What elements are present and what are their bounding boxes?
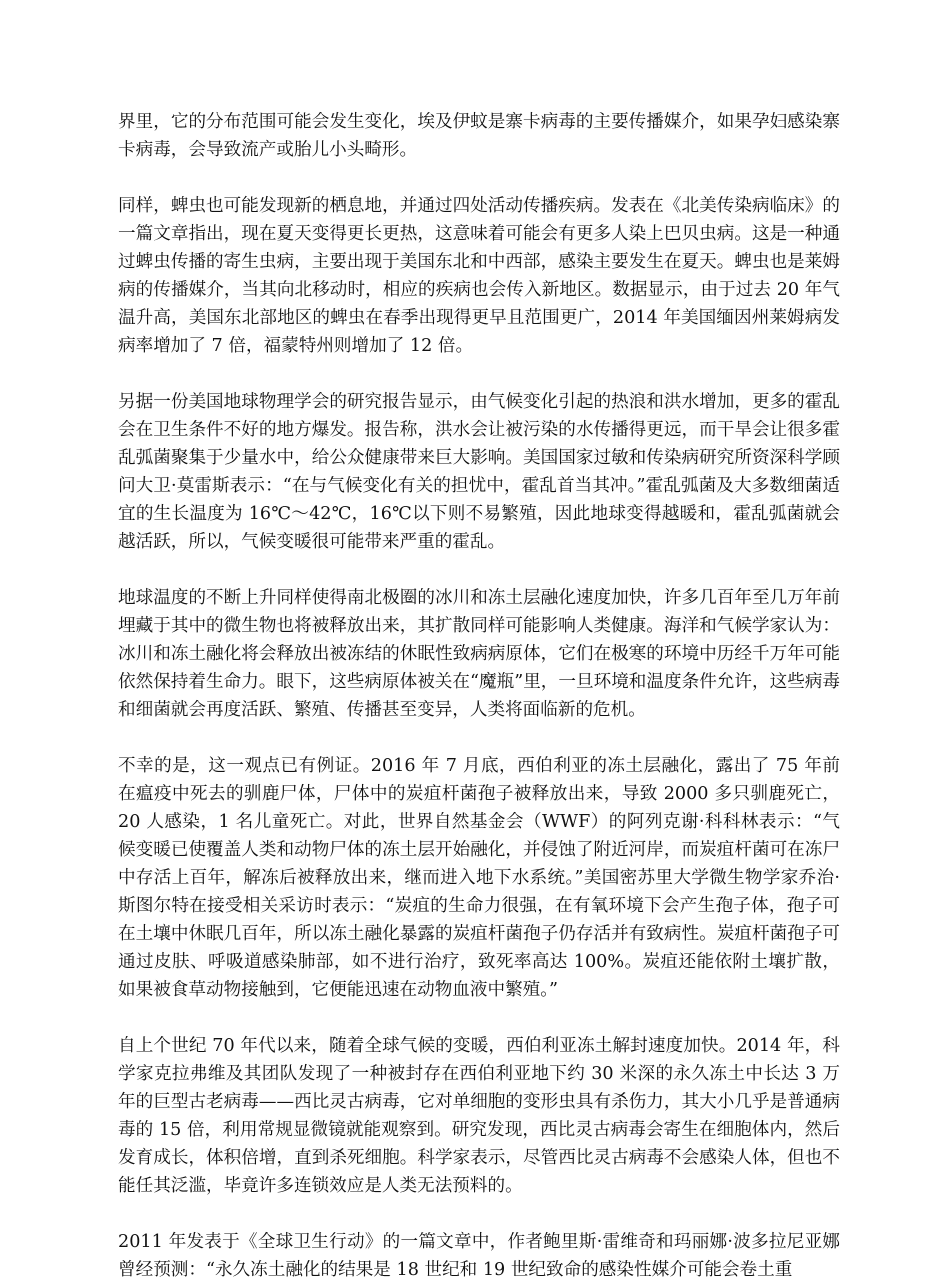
paragraph-anthrax-siberia: 不幸的是，这一观点已有例证。2016 年 7 月底，西伯利亚的冻土层融化，露出了 75 年前在瘟疫中死去的驯鹿尸体，尸体中的炭疽杆菌孢子被释放出来，导致 2000 多只驯鹿死亡，20 人感染，1 名儿童死亡。对此，世界自然基金会（WWF）的阿列克谢·科科林表示：“气候变暖已使覆盖人类和动物尸体的冻土层开始融化，并侵蚀了附近河岸，而炭疽杆菌可在冻尸中存活上百年，解冻后被释放出来，继而进入地下水系统。”美国密苏里大学微生物学家乔治·斯图尔特在接受相关采访时表示：“炭疽的生命力很强，在有氧环境下会产生孢子体，孢子可在土壤中休眠几百年，所以冻土融化暴露的炭疽杆菌孢子仍存活并有致病性。炭疽杆菌孢子可通过皮肤、呼吸道感染肺部，如不进行治疗，致死率高达 100%。炭疽还能依附土壤扩散，如果被食草动物接触到，它便能迅速在动物血液中繁殖。” bbox=[118, 756, 840, 1000]
paragraph-global-health-action: 2011 年发表于《全球卫生行动》的一篇文章中，作者鲍里斯·雷维奇和玛丽娜·波多拉尼亚娜曾经预测：“永久冻土融化的结果是 18 世纪和 19 世纪致命的感染性媒介可能会卷土重 bbox=[118, 1232, 840, 1280]
paragraph-pithovirus: 自上个世纪 70 年代以来，随着全球气候的变暖，西伯利亚冻土解封速度加快。2014 年，科学家克拉弗维及其团队发现了一种被封存在西伯利亚地下约 30 米深的永久冻土中长达 3 万年的巨型古老病毒——西比灵古病毒，它对单细胞的变形虫具有杀伤力，其大小几乎是普通病毒的 15 倍，利用常规显微镜就能观察到。研究发现，西比灵古病毒会寄生在细胞体内，然后发育成长，体积倍增，直到杀死细胞。科学家表示，尽管西比灵古病毒不会感染人体，但也不能任其泛滥，毕竟许多连锁效应是人类无法预料的。 bbox=[118, 1036, 840, 1196]
paragraph-cholera: 另据一份美国地球物理学会的研究报告显示，由气候变化引起的热浪和洪水增加，更多的霍乱会在卫生条件不好的地方爆发。报告称，洪水会让被污染的水传播得更远，而干旱会让很多霍乱弧菌聚集于少量水中，给公众健康带来巨大影响。美国国家过敏和传染病研究所资深科学顾问大卫·莫雷斯表示：“在与气候变化有关的担忧中，霍乱首当其冲。”霍乱弧菌及大多数细菌适宜的生长温度为 16℃～42℃，16℃以下则不易繁殖，因此地球变得越暖和，霍乱弧菌就会越活跃，所以，气候变暖很可能带来严重的霍乱。 bbox=[118, 392, 840, 552]
document-body bbox=[118, 108, 840, 1284]
paragraph-permafrost-microbes: 地球温度的不断上升同样使得南北极圈的冰川和冻土层融化速度加快，许多几百年至几万年前埋藏于其中的微生物也将被释放出来，其扩散同样可能影响人类健康。海洋和气候学家认为：冰川和冻土融化将会释放出被冻结的休眠性致病病原体，它们在极寒的环境中历经千万年可能依然保持着生命力。眼下，这些病原体被关在“魔瓶”里，一旦环境和温度条件允许，这些病毒和细菌就会再度活跃、繁殖、传播甚至变异，人类将面临新的危机。 bbox=[118, 588, 840, 720]
paragraph-zika-continuation: 界里，它的分布范围可能会发生变化，埃及伊蚊是寨卡病毒的主要传播媒介，如果孕妇感染寨卡病毒，会导致流产或胎儿小头畸形。 bbox=[118, 112, 840, 160]
paragraph-ticks: 同样，蜱虫也可能发现新的栖息地，并通过四处活动传播疾病。发表在《北美传染病临床》的一篇文章指出，现在夏天变得更长更热，这意味着可能会有更多人染上巴贝虫病。这是一种通过蜱虫传播的寄生虫病，主要出现于美国东北和中西部，感染主要发生在夏天。蜱虫也是莱姆病的传播媒介，当其向北移动时，相应的疾病也会传入新地区。数据显示，由于过去 20 年气温升高，美国东北部地区的蜱虫在春季出现得更早且范围更广，2014 年美国缅因州莱姆病发病率增加了 7 倍，福蒙特州则增加了 12 倍。 bbox=[118, 196, 840, 356]
